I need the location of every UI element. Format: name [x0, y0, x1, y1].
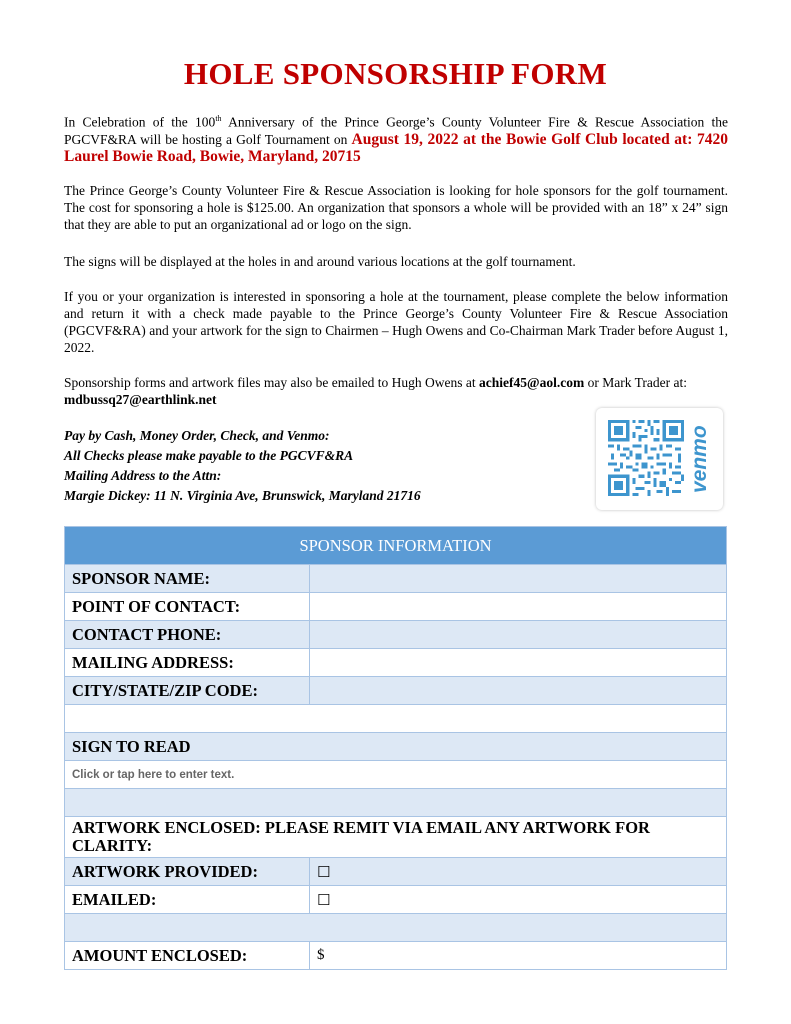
sign-to-read-label: SIGN TO READ	[65, 733, 727, 761]
table-row	[65, 817, 727, 858]
table-spacer-row	[65, 789, 727, 817]
email-mark-trader[interactable]: mdbussq27@earthlink.net	[64, 392, 217, 407]
instructions-paragraph: If you or your organization is interested in sponsoring a hole at the tournament, please complete the below information and return it with a check made payable to the Prince George’s County Volunteer Fire & Rescue Association (PGCVF&RA) and your artwork for the sign to Chairmen – Hugh Owens and Co-Chairman Mark Trader before August 1, 2022.	[64, 289, 728, 355]
table-row	[65, 858, 727, 886]
payment-info	[64, 426, 564, 506]
sponsor-description-paragraph: The Prince George’s County Volunteer Fire & Rescue Association is looking for hole sponsors for the golf tournament. The cost for sponsoring a hole is $125.00. An organization that sponsors a whole will be provided with an 18” x 24” sign that they are able to put an organizational ad or logo on the sign.	[64, 183, 728, 232]
artwork-enclosed-label: ARTWORK ENCLOSED: PLEASE REMIT VIA EMAIL ANY ARTWORK FOR CLARITY:	[65, 817, 727, 858]
spacer-cell	[65, 789, 727, 817]
sponsor-information-table	[64, 526, 727, 970]
email-hugh-owens[interactable]: achief45@aol.com	[479, 375, 585, 390]
table-row	[65, 621, 727, 649]
sponsor-name-label: SPONSOR NAME:	[65, 565, 310, 593]
venmo-qr-code-icon	[608, 420, 684, 496]
amount-enclosed-label: AMOUNT ENCLOSED:	[65, 942, 310, 970]
intro-ordinal: th	[215, 114, 222, 123]
contact-phone-field[interactable]	[310, 621, 727, 649]
payment-methods: Pay by Cash, Money Order, Check, and Venmo:	[64, 428, 330, 443]
payment-mailing-address: Margie Dickey: 11 N. Virginia Ave, Brunswick, Maryland 21716	[64, 488, 421, 503]
table-row	[65, 677, 727, 705]
sponsor-name-field[interactable]	[310, 565, 727, 593]
table-row	[65, 593, 727, 621]
artwork-provided-checkbox[interactable]: ☐	[310, 858, 727, 886]
mailing-address-label: MAILING ADDRESS:	[65, 649, 310, 677]
table-row	[65, 649, 727, 677]
table-row	[65, 761, 727, 789]
table-spacer-row	[65, 705, 727, 733]
event-date-location: August 19, 2022 at the Bowie Golf Club located at: 7420 Laurel Bowie Road, Bowie, Maryland, 20715	[64, 130, 729, 165]
table-header-row	[65, 527, 727, 565]
city-state-zip-field[interactable]	[310, 677, 727, 705]
form-title: HOLE SPONSORSHIP FORM	[183, 56, 608, 91]
sign-text-field[interactable]: Click or tap here to enter text.	[65, 761, 727, 789]
intro-text-1: In Celebration of the 100	[64, 114, 216, 130]
spacer-cell	[65, 914, 727, 942]
email-paragraph	[64, 374, 728, 408]
point-of-contact-label: POINT OF CONTACT:	[65, 593, 310, 621]
table-row	[65, 733, 727, 761]
spacer-cell	[65, 705, 727, 733]
venmo-logo-text: venmo	[688, 425, 711, 493]
emailed-checkbox[interactable]: ☐	[310, 886, 727, 914]
table-row	[65, 565, 727, 593]
table-header: SPONSOR INFORMATION	[65, 527, 727, 565]
email-text-2: or Mark Trader at:	[584, 375, 687, 390]
emailed-label: EMAILED:	[65, 886, 310, 914]
city-state-zip-label: CITY/STATE/ZIP CODE:	[65, 677, 310, 705]
venmo-qr-card	[596, 408, 723, 510]
payment-mailing-attn: Mailing Address to the Attn:	[64, 468, 222, 483]
email-text-1: Sponsorship forms and artwork files may also be emailed to Hugh Owens at	[64, 375, 480, 390]
mailing-address-field[interactable]	[310, 649, 727, 677]
signs-display-paragraph: The signs will be displayed at the holes in and around various locations at the golf tournament.	[64, 254, 576, 269]
contact-phone-label: CONTACT PHONE:	[65, 621, 310, 649]
artwork-provided-label: ARTWORK PROVIDED:	[65, 858, 310, 886]
point-of-contact-field[interactable]	[310, 593, 727, 621]
payment-payable: All Checks please make payable to the PGCVF&RA	[64, 448, 354, 463]
amount-enclosed-field[interactable]: $	[310, 942, 727, 970]
table-spacer-row	[65, 914, 727, 942]
intro-paragraph	[64, 110, 728, 165]
table-row	[65, 886, 727, 914]
intro-text-2: Anniversary of the Prince George’s County Volunteer Fire & Rescue Association the PGCVF&RA will be hosting a Golf Tournament on	[64, 114, 728, 147]
table-row	[65, 942, 727, 970]
